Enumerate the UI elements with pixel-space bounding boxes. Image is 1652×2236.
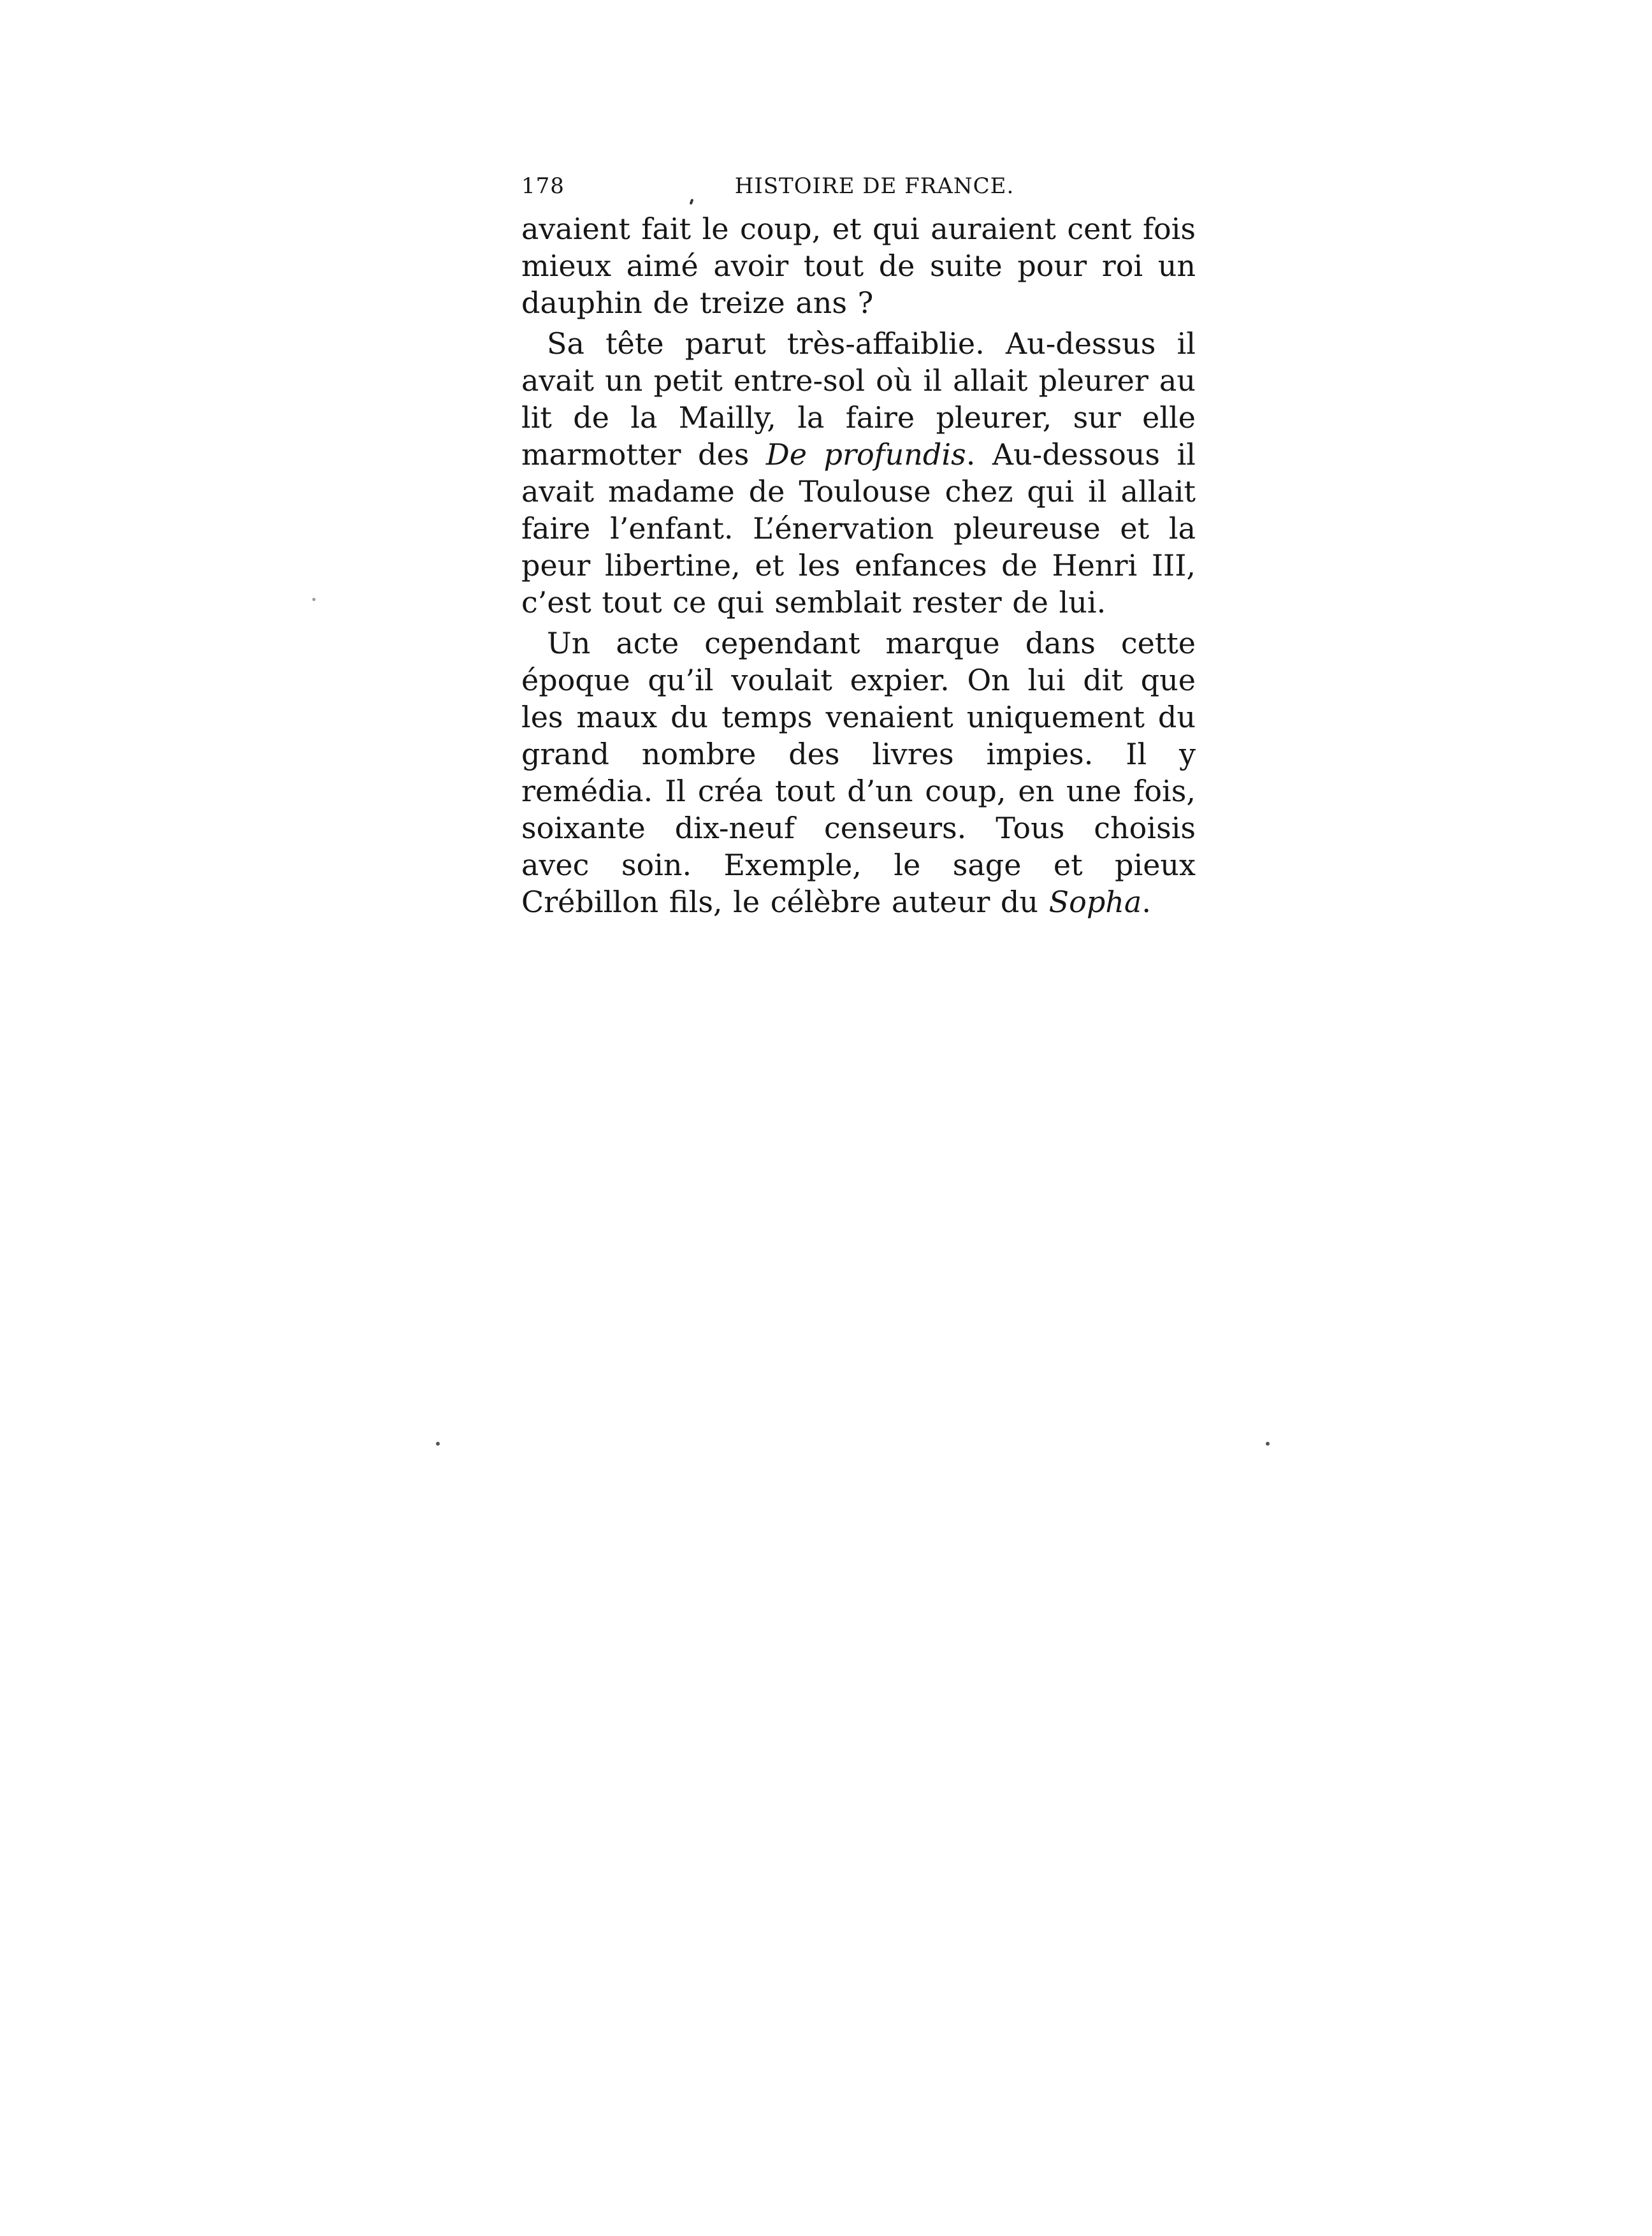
body-text xyxy=(521,210,1196,924)
paragraph-text: . Au-dessous il avait madame de Toulouse chez qui il allait faire l’enfant. L’énervation pleureuse et la peur libertine, et les enfances de Henri III, c’est tout ce qui semblait rester de lui. xyxy=(521,437,1196,620)
running-title: HISTOIRE DE FRANCE. xyxy=(734,173,1015,199)
paragraph-text: Sa tête parut très-affaiblie. Au-dessus il avait un petit entre-sol où il allait pleurer au lit de la Mailly, la faire pleurer, sur elle marmotter des xyxy=(521,326,1196,472)
ink-speck xyxy=(312,598,315,601)
ink-speck xyxy=(436,1442,440,1446)
paragraph xyxy=(521,325,1196,621)
page-number: 178 xyxy=(521,173,565,199)
ink-speck xyxy=(1266,1442,1270,1446)
paragraph xyxy=(521,625,1196,920)
paragraph xyxy=(521,210,1196,321)
paragraph-text: Un acte cependant marque dans cette époque qu’il voulait expier. On lui dit que les maux du temps venaient uniquement du grand nombre des livres impies. Il y remédia. Il créa tout d’un coup, en une fois, soixante dix-neuf censeurs. Tous choisis avec soin. Exemple, le sage et pieux Crébillon fils, le célèbre auteur du xyxy=(521,626,1196,919)
italic-book-title: Sopha xyxy=(1048,885,1142,919)
paragraph-text: avaient fait le coup, et qui auraient cent fois mieux aimé avoir tout de suite pour roi un dauphin de treize ans ? xyxy=(521,212,1196,320)
running-head xyxy=(521,167,1196,205)
italic-latin-phrase: De profundis xyxy=(765,437,966,472)
paragraph-text: . xyxy=(1141,885,1151,919)
